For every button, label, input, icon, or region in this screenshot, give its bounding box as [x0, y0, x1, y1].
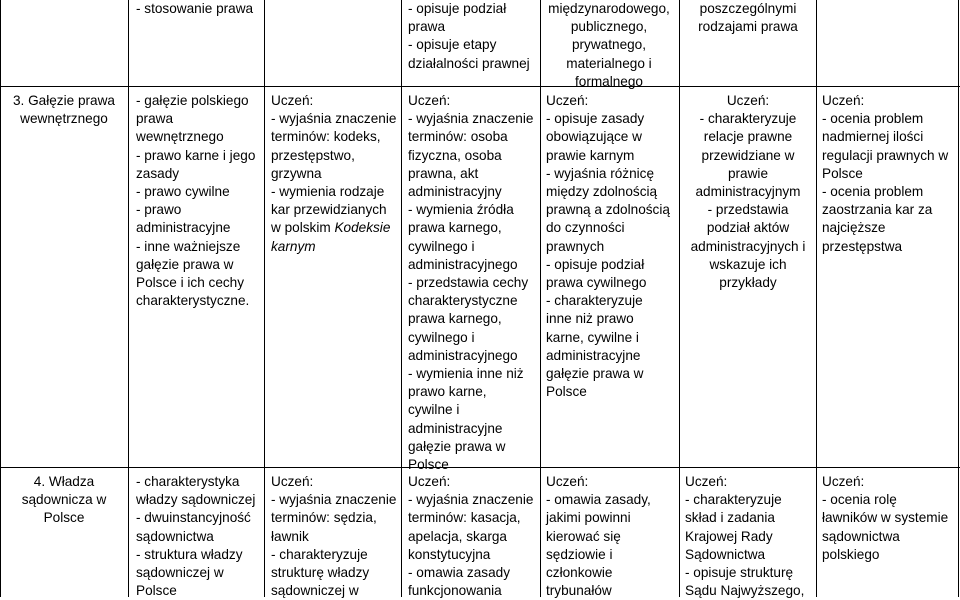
column-divider-5	[679, 0, 680, 597]
top-row-cell-6: poszczególnymi rodzajami prawa	[698, 1, 798, 35]
requirements-sufficient-judiciary: Uczeń: - wyjaśnia znaczenie terminów: kasacja, apelacja, skarga konstytucyjna - omawia zasady funkcjonowania	[408, 474, 534, 599]
requirements-good-branches: Uczeń: - opisuje zasady obowiązujące w prawie karnym - wyjaśnia różnicę między zdolnością prawną a zdolnością do czynności prawnych - opisuje podział prawa cywilnego - charakteryzuje inne niż prawo karne, cywilne i administracyjne gałęzie prawa w Polsce	[546, 93, 670, 400]
table-border-left	[0, 0, 1, 597]
topic-cell-branches: 3. Gałęzie prawa wewnętrznego	[12, 93, 115, 127]
requirements-basic-judiciary: Uczeń: - wyjaśnia znaczenie terminów: sędzia, ławnik - charakteryzuje strukturę władzy sądowniczej w	[271, 474, 397, 599]
requirements-good-judiciary: Uczeń: - omawia zasady, jakimi powinni kierować się sędziowie i członkowie trybunałów	[546, 474, 651, 599]
requirements-basic-branches	[271, 92, 396, 256]
requirements-excellent-branches: Uczeń: - ocenia problem nadmiernej ilości regulacji prawnych w Polsce - ocenia problem zaostrzania kar za najcięższe przestępstwa	[822, 93, 949, 254]
topic-cell-judiciary: 4. Władza sądownicza w Polsce	[21, 474, 107, 526]
requirements-excellent-judiciary: Uczeń: - ocenia rolę ławników w systemie sądownictwa polskiego	[822, 474, 949, 562]
requirements-very-good-branches: Uczeń: - charakteryzuje relacje prawne przewidziane w prawie administracyjnym - przedstawia podział aktów administracyjnych i wskazuje ich przykłady	[690, 93, 806, 291]
requirements-very-good-judiciary: Uczeń: - charakteryzuje skład i zadania Krajowej Rady Sądownictwa - opisuje strukturę Sądu Najwyższego,	[685, 474, 805, 599]
content-cell-judiciary: - charakterystyka władzy sądowniczej - dwuinstancyjność sądownictwa - struktura władzy sądowniczej w Polsce	[136, 474, 256, 599]
top-row-cell-2: - stosowanie prawa	[136, 1, 254, 16]
column-divider-1	[128, 0, 129, 597]
table-border-right	[958, 0, 959, 597]
top-row-cell-4: - opisuje podział prawa - opisuje etapy działalności prawnej	[408, 1, 530, 71]
top-row-cell-5: międzynarodowego, publicznego, prywatnego, materialnego i formalnego	[548, 1, 670, 89]
requirements-basic-branches-text: Uczeń: - wyjaśnia znaczenie terminów: kodeks, przestępstwo, grzywna - wymienia rodzaje kar przewidzianych w polskim	[271, 93, 397, 236]
column-divider-2	[264, 0, 265, 597]
content-cell-branches: - gałęzie polskiego prawa wewnętrznego - prawo karne i jego zasady - prawo cywilne - prawo administracyjne - inne ważniejsze gałęzie prawa w Polsce i ich cechy charakterystyczne.	[136, 93, 256, 309]
column-divider-3	[401, 0, 402, 597]
requirements-sufficient-branches: Uczeń: - wyjaśnia znaczenie terminów: osoba fizyczna, osoba prawna, akt administracyjny - wymienia źródła prawa karnego, cywilnego i administracyjnego - przedstawia cechy charakterystyczne prawa karnego, cywilnego i administracyjnego - wymienia inne niż prawo karne, cywilne i administracyjne gałęzie prawa w Polsce	[408, 93, 534, 473]
kodeks-karny-italic: Kodeksie karnym	[271, 220, 391, 254]
column-divider-4	[540, 0, 541, 597]
row-divider-1	[0, 86, 960, 87]
column-divider-6	[816, 0, 817, 597]
